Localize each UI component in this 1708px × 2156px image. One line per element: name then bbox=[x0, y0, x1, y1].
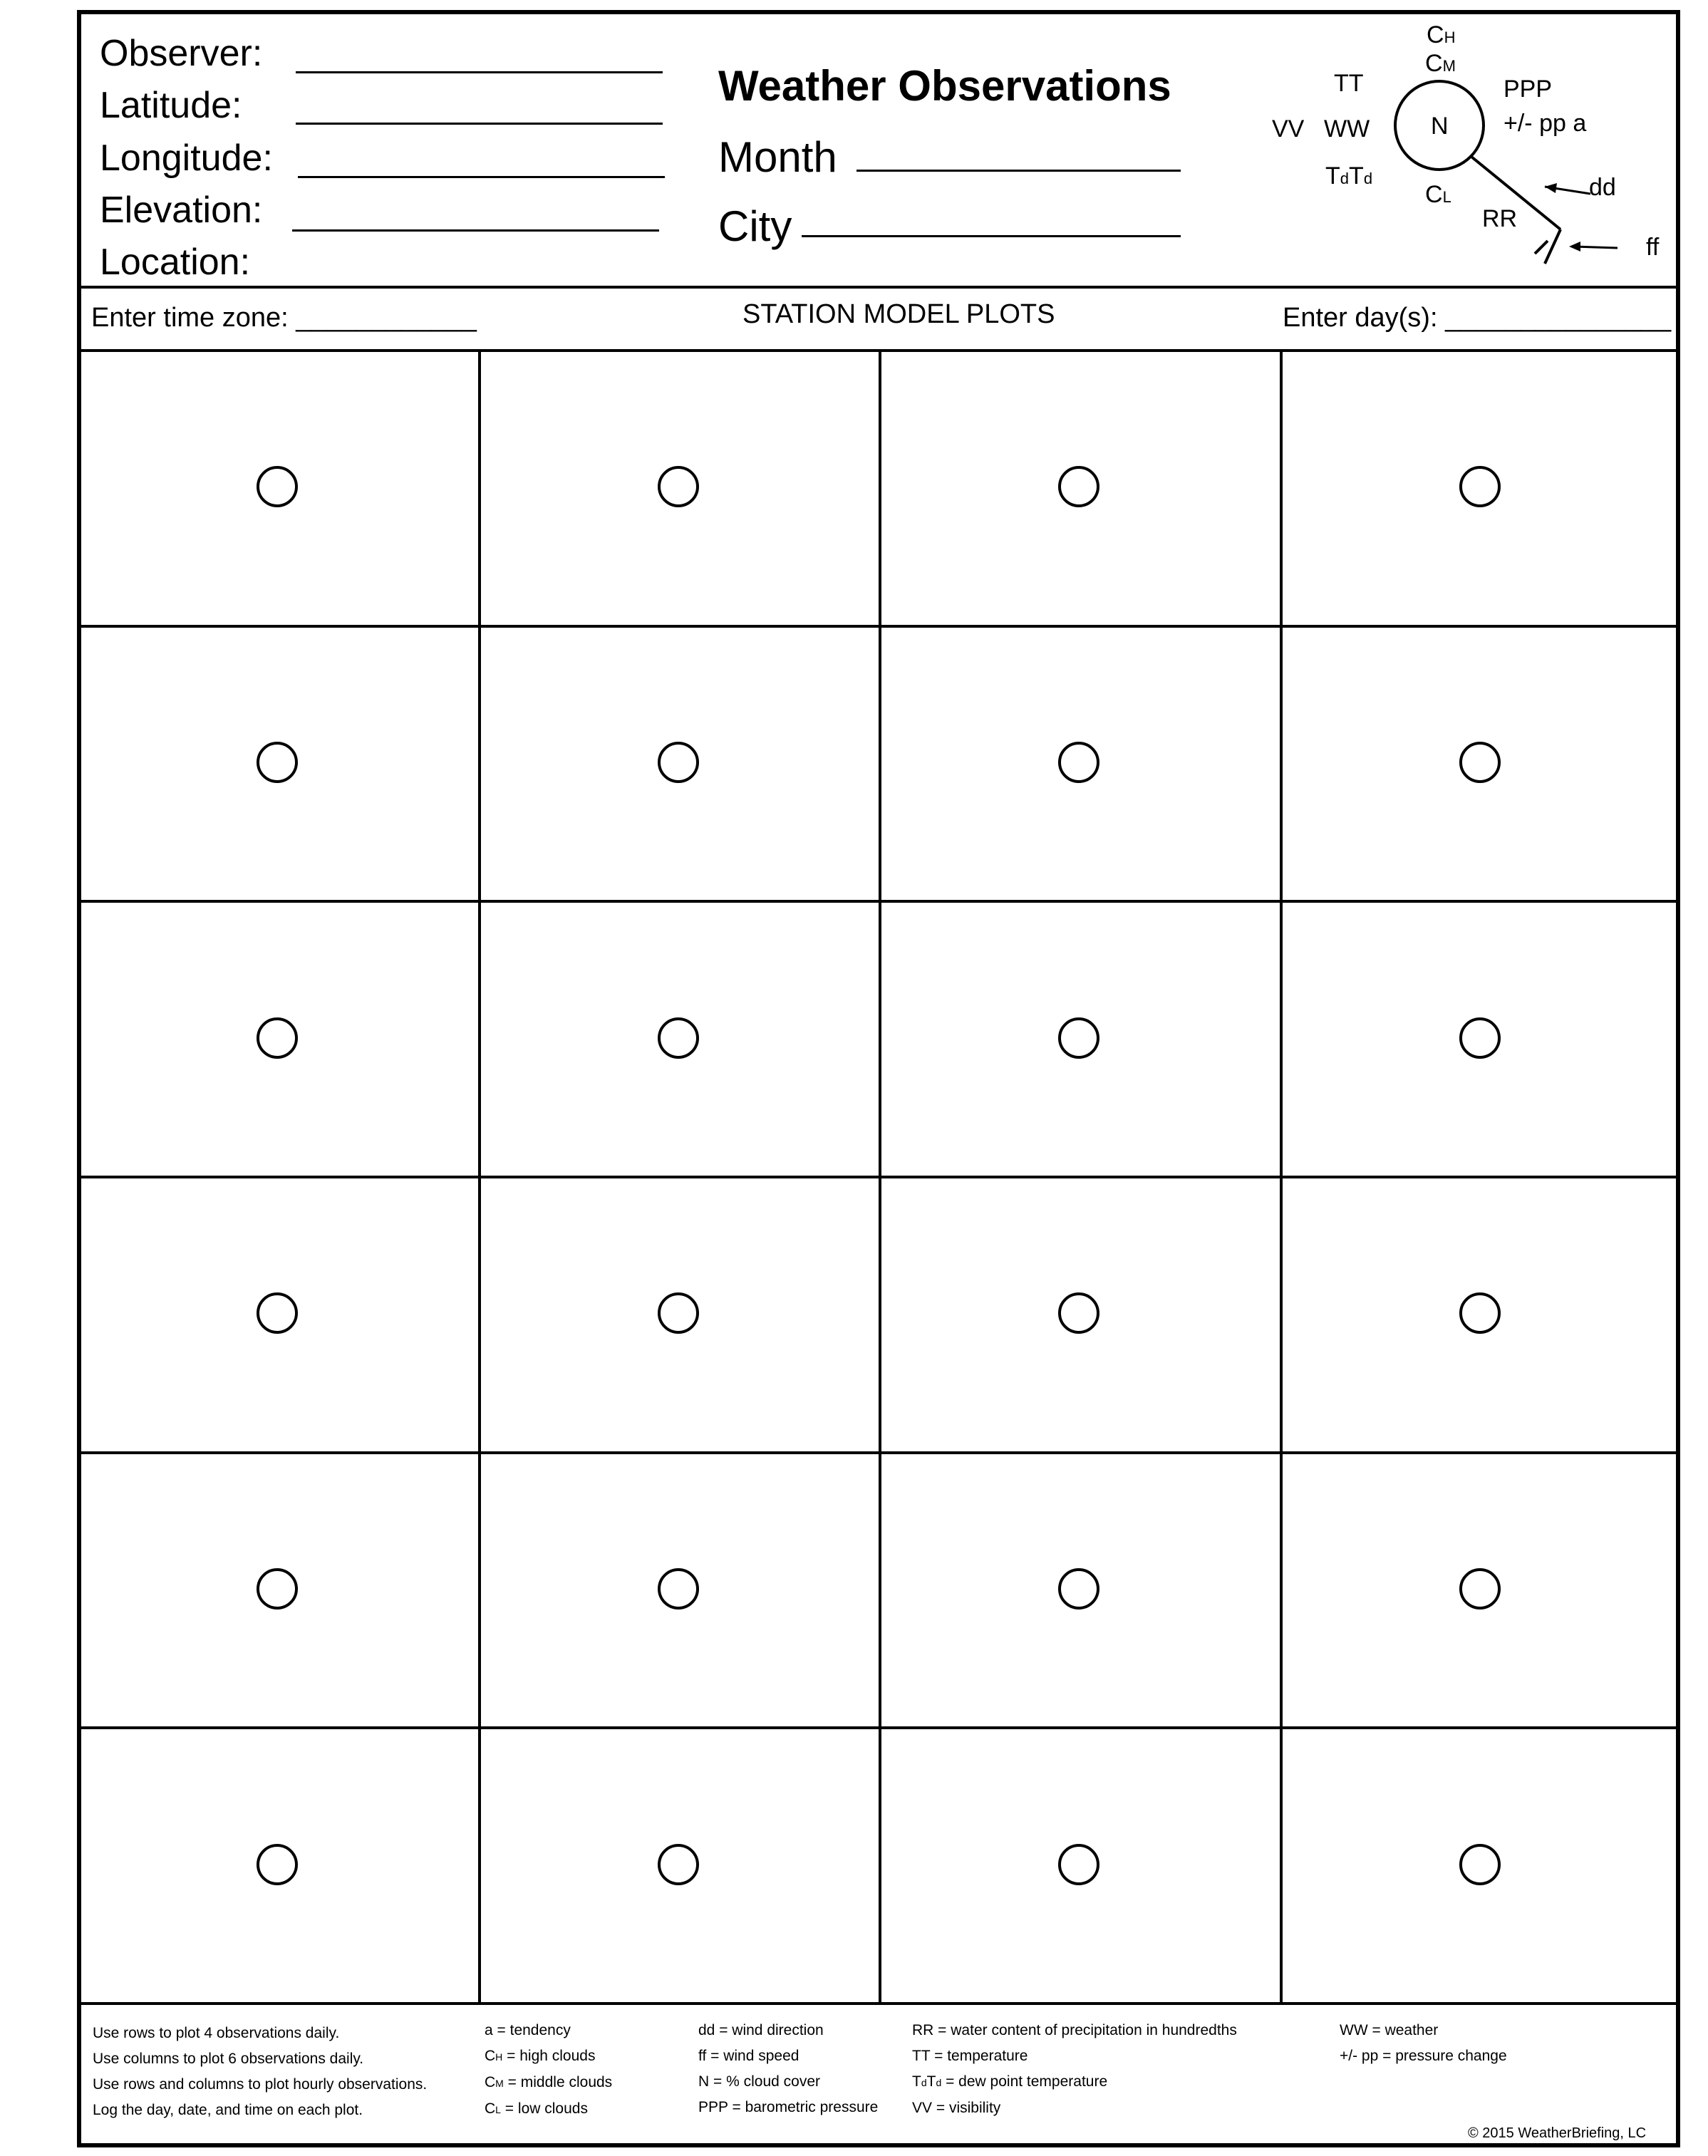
station-circle bbox=[1058, 466, 1099, 507]
legend-item: CL = low clouds bbox=[485, 2100, 588, 2117]
pp-a-symbol: +/- pp a bbox=[1503, 110, 1587, 137]
station-circle bbox=[1459, 1292, 1501, 1334]
legend-item: WW = weather bbox=[1340, 2022, 1439, 2038]
location-label: Location: bbox=[100, 242, 251, 283]
station-plot-cell[interactable] bbox=[478, 1176, 879, 1451]
header-divider bbox=[77, 286, 1680, 289]
legend-item: VV = visibility bbox=[912, 2100, 1001, 2116]
station-circle bbox=[1459, 1017, 1501, 1059]
station-plot-cell[interactable] bbox=[1280, 349, 1681, 625]
legend-wind bbox=[698, 2018, 878, 2120]
vv-symbol: VV bbox=[1272, 115, 1305, 142]
month-label: Month bbox=[718, 133, 837, 181]
station-circle bbox=[658, 1017, 699, 1059]
station-plot-cell[interactable] bbox=[478, 625, 879, 901]
station-plot-cell[interactable] bbox=[478, 1451, 879, 1727]
legend-item: a = tendency bbox=[485, 2022, 571, 2038]
latitude-label: Latitude: bbox=[100, 85, 242, 126]
station-plot-cell[interactable] bbox=[77, 349, 478, 625]
station-plot-cell[interactable] bbox=[77, 1451, 478, 1727]
dd-symbol: dd bbox=[1589, 174, 1616, 201]
station-plot-cell[interactable] bbox=[478, 900, 879, 1176]
legend-item: PPP = barometric pressure bbox=[698, 2099, 879, 2115]
ff-symbol: ff bbox=[1646, 234, 1660, 261]
station-circle bbox=[658, 1844, 699, 1885]
legend-instruction: Use rows and columns to plot hourly observations. bbox=[93, 2076, 428, 2093]
station-plot-cell[interactable] bbox=[879, 1176, 1280, 1451]
time-zone-label: Enter time zone: ____________ bbox=[91, 303, 477, 333]
legend-weather bbox=[1340, 2018, 1507, 2069]
legend-instruction: Use columns to plot 6 observations daily. bbox=[93, 2051, 364, 2067]
city-field[interactable] bbox=[802, 235, 1181, 237]
station-circle bbox=[658, 742, 699, 783]
station-plot-cell[interactable] bbox=[879, 1726, 1280, 2002]
station-plot-cell[interactable] bbox=[879, 1451, 1280, 1727]
copyright: © 2015 WeatherBriefing, LC bbox=[1468, 2125, 1647, 2141]
station-circle bbox=[658, 1292, 699, 1334]
station-plot-cell[interactable] bbox=[879, 900, 1280, 1176]
page-title: Weather Observations bbox=[718, 62, 1171, 110]
station-plot-cell[interactable] bbox=[1280, 625, 1681, 901]
wind-barb-short bbox=[1535, 241, 1548, 254]
station-plot-cell[interactable] bbox=[77, 1176, 478, 1451]
station-circle bbox=[257, 1844, 298, 1885]
city-label: City bbox=[718, 202, 792, 250]
wind-barb-long bbox=[1545, 229, 1561, 264]
ch-symbol: CH bbox=[1427, 21, 1456, 48]
station-circle bbox=[1058, 1292, 1099, 1334]
station-key-lines bbox=[1382, 71, 1618, 285]
station-circle bbox=[1058, 742, 1099, 783]
dd-arrow-head bbox=[1545, 183, 1557, 193]
station-plot-cell[interactable] bbox=[1280, 900, 1681, 1176]
station-circle bbox=[1058, 1017, 1099, 1059]
legend-instructions bbox=[93, 2021, 427, 2123]
legend-clouds bbox=[485, 2018, 612, 2123]
station-circle bbox=[257, 1017, 298, 1059]
grid-row-line bbox=[77, 2002, 1680, 2005]
station-plot-cell[interactable] bbox=[77, 900, 478, 1176]
station-plot-cell[interactable] bbox=[879, 625, 1280, 901]
legend-item: N = % cloud cover bbox=[698, 2073, 820, 2090]
td-symbol: TdTd bbox=[1325, 162, 1373, 190]
station-circle bbox=[257, 466, 298, 507]
station-plot-cell[interactable] bbox=[478, 1726, 879, 2002]
station-plot-cell[interactable] bbox=[1280, 1451, 1681, 1727]
cl-symbol: CL bbox=[1425, 181, 1451, 208]
station-circle bbox=[1459, 1568, 1501, 1610]
legend-item: +/- pp = pressure change bbox=[1340, 2048, 1507, 2064]
legend-item: CM = middle clouds bbox=[485, 2074, 613, 2090]
day-field[interactable]: _______________ bbox=[1445, 303, 1672, 333]
legend-item: TdTd = dew point temperature bbox=[912, 2073, 1108, 2090]
legend-instruction: Log the day, date, and time on each plot. bbox=[93, 2102, 363, 2118]
observer-field[interactable] bbox=[296, 71, 663, 73]
station-circle bbox=[658, 466, 699, 507]
legend-item: RR = water content of precipitation in hundredths bbox=[912, 2022, 1237, 2038]
legend-item: CH = high clouds bbox=[485, 2048, 596, 2064]
legend-instruction: Use rows to plot 4 observations daily. bbox=[93, 2025, 340, 2041]
latitude-field[interactable] bbox=[296, 123, 663, 125]
station-circle bbox=[1058, 1844, 1099, 1885]
time-zone-field[interactable]: ____________ bbox=[296, 303, 477, 333]
observer-label: Observer: bbox=[100, 33, 263, 74]
station-plot-cell[interactable] bbox=[1280, 1726, 1681, 2002]
day-label: Enter day(s): _______________ bbox=[1283, 303, 1672, 333]
station-plot-cell[interactable] bbox=[478, 349, 879, 625]
elevation-field[interactable] bbox=[292, 229, 659, 232]
rr-symbol: RR bbox=[1482, 205, 1518, 232]
station-circle bbox=[1459, 1844, 1501, 1885]
n-symbol: N bbox=[1431, 113, 1449, 140]
station-circle bbox=[257, 742, 298, 783]
station-circle bbox=[1058, 1568, 1099, 1610]
longitude-field[interactable] bbox=[298, 176, 665, 178]
station-circle bbox=[1459, 742, 1501, 783]
station-plot-cell[interactable] bbox=[77, 625, 478, 901]
legend-item: ff = wind speed bbox=[698, 2048, 799, 2064]
ff-arrow-head bbox=[1569, 242, 1580, 252]
station-plot-cell[interactable] bbox=[77, 1726, 478, 2002]
section-title: STATION MODEL PLOTS bbox=[742, 299, 1055, 329]
ww-symbol: WW bbox=[1324, 115, 1370, 142]
ppp-symbol: PPP bbox=[1503, 76, 1553, 103]
station-circle bbox=[257, 1292, 298, 1334]
station-plot-cell[interactable] bbox=[879, 349, 1280, 625]
station-circle bbox=[1459, 466, 1501, 507]
station-circle bbox=[257, 1568, 298, 1610]
station-plot-cell[interactable] bbox=[1280, 1176, 1681, 1451]
cm-symbol: CM bbox=[1425, 50, 1456, 77]
legend-temperature bbox=[912, 2018, 1237, 2121]
elevation-label: Elevation: bbox=[100, 190, 263, 231]
legend-item: TT = temperature bbox=[912, 2048, 1028, 2064]
station-circle bbox=[658, 1568, 699, 1610]
longitude-label: Longitude: bbox=[100, 138, 273, 179]
legend-item: dd = wind direction bbox=[698, 2022, 824, 2038]
tt-symbol: TT bbox=[1334, 70, 1364, 97]
month-field[interactable] bbox=[856, 170, 1181, 172]
